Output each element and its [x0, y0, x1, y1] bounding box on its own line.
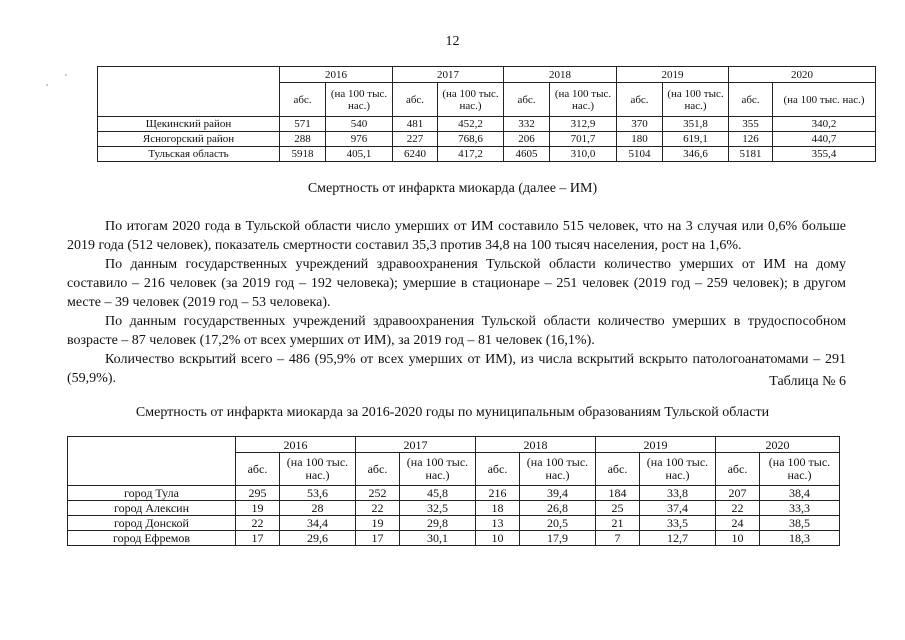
- value-cell: 6240: [393, 147, 438, 162]
- body-text: [67, 217, 846, 388]
- paragraph: По итогам 2020 года в Тульской области число умерших от ИМ составило 515 человек, что на 3 случая или 0,6% больше 2019 года (512 человек), показатель смертности составил 35,3 против 34,8 на 100 тысяч населения, рост на 1,6%.: [67, 219, 846, 253]
- rate-header: (на 100 тыс. нас.): [400, 453, 476, 486]
- value-cell: 701,7: [550, 132, 617, 147]
- table-row: [68, 486, 840, 501]
- table-row: [98, 147, 876, 162]
- value-cell: 18,3: [760, 531, 840, 546]
- value-cell: 38,4: [760, 486, 840, 501]
- year-header: 2017: [393, 67, 504, 83]
- value-cell: 346,6: [663, 147, 729, 162]
- year-header: 2020: [729, 67, 876, 83]
- value-cell: 24: [716, 516, 760, 531]
- value-cell: 440,7: [773, 132, 876, 147]
- value-cell: 351,8: [663, 117, 729, 132]
- paragraph: По данным государственных учреждений здравоохранения Тульской области количество умерших в трудоспособном возрасте – 87 человек (17,2% от всех умерших от ИМ), за 2019 год – 81 человек (16,1%).: [67, 314, 846, 348]
- value-cell: 252: [356, 486, 400, 501]
- value-cell: 29,6: [280, 531, 356, 546]
- value-cell: 38,5: [760, 516, 840, 531]
- value-cell: 571: [280, 117, 326, 132]
- rate-header: (на 100 тыс. нас.): [438, 83, 504, 117]
- value-cell: 5181: [729, 147, 773, 162]
- region-name-cell: Ясногорский район: [98, 132, 280, 147]
- scan-speck: [65, 74, 67, 76]
- value-cell: 619,1: [663, 132, 729, 147]
- value-cell: 976: [326, 132, 393, 147]
- page-number: 12: [445, 34, 460, 49]
- abs-header: абс.: [236, 453, 280, 486]
- table-row: [68, 516, 840, 531]
- value-cell: 19: [356, 516, 400, 531]
- abs-header: абс.: [617, 83, 663, 117]
- value-cell: 20,5: [520, 516, 596, 531]
- abs-header: абс.: [280, 83, 326, 117]
- value-cell: 34,4: [280, 516, 356, 531]
- value-cell: 452,2: [438, 117, 504, 132]
- year-header: 2017: [356, 437, 476, 453]
- year-header: 2019: [596, 437, 716, 453]
- value-cell: 10: [476, 531, 520, 546]
- value-cell: 180: [617, 132, 663, 147]
- value-cell: 417,2: [438, 147, 504, 162]
- region-name-cell: город Алексин: [68, 501, 236, 516]
- value-cell: 22: [716, 501, 760, 516]
- value-cell: 17: [236, 531, 280, 546]
- value-cell: 768,6: [438, 132, 504, 147]
- table-row: [98, 132, 876, 147]
- value-cell: 370: [617, 117, 663, 132]
- year-header: 2018: [504, 67, 617, 83]
- value-cell: 28: [280, 501, 356, 516]
- table-row: [68, 531, 840, 546]
- abs-header: абс.: [716, 453, 760, 486]
- rate-header: (на 100 тыс. нас.): [773, 83, 876, 117]
- value-cell: 17,9: [520, 531, 596, 546]
- value-cell: 18: [476, 501, 520, 516]
- mortality-table-top: [97, 66, 876, 162]
- table-number: Таблица № 6: [769, 374, 846, 389]
- value-cell: 126: [729, 132, 773, 147]
- value-cell: 30,1: [400, 531, 476, 546]
- rate-header: (на 100 тыс. нас.): [663, 83, 729, 117]
- value-cell: 53,6: [280, 486, 356, 501]
- year-header: 2016: [236, 437, 356, 453]
- value-cell: 207: [716, 486, 760, 501]
- value-cell: 405,1: [326, 147, 393, 162]
- abs-header: абс.: [393, 83, 438, 117]
- abs-header: абс.: [729, 83, 773, 117]
- year-header: 2018: [476, 437, 596, 453]
- value-cell: 206: [504, 132, 550, 147]
- region-name-cell: город Тула: [68, 486, 236, 501]
- paragraph: Количество вскрытий всего – 486 (95,9% от всех умерших от ИМ), из числа вскрытий вскрыто патологоанатомами – 291 (59,9%).: [67, 352, 846, 386]
- table-title: Смертность от инфаркта миокарда за 2016-2020 годы по муниципальным образованиям Тульской области: [135, 405, 770, 420]
- year-header: 2020: [716, 437, 840, 453]
- header-row-years: [68, 437, 840, 453]
- abs-header: абс.: [356, 453, 400, 486]
- region-name-cell: Тульская область: [98, 147, 280, 162]
- value-cell: 29,8: [400, 516, 476, 531]
- value-cell: 17: [356, 531, 400, 546]
- value-cell: 310,0: [550, 147, 617, 162]
- year-header: 2019: [617, 67, 729, 83]
- rate-header: (на 100 тыс. нас.): [326, 83, 393, 117]
- abs-header: абс.: [476, 453, 520, 486]
- value-cell: 25: [596, 501, 640, 516]
- value-cell: 37,4: [640, 501, 716, 516]
- value-cell: 12,7: [640, 531, 716, 546]
- value-cell: 45,8: [400, 486, 476, 501]
- paragraph: По данным государственных учреждений здравоохранения Тульской области количество умерших от ИМ на дому составило – 216 человек (за 2019 год – 192 человека); умершие в стационаре – 251 человек (2019 год – 259 человек); в другом месте – 39 человек (2019 год – 53 человека).: [67, 257, 846, 310]
- table-bottom-body: [68, 437, 840, 546]
- value-cell: 355,4: [773, 147, 876, 162]
- value-cell: 355: [729, 117, 773, 132]
- value-cell: 33,8: [640, 486, 716, 501]
- value-cell: 7: [596, 531, 640, 546]
- rate-header: (на 100 тыс. нас.): [760, 453, 840, 486]
- abs-header: абс.: [596, 453, 640, 486]
- value-cell: 22: [236, 516, 280, 531]
- value-cell: 288: [280, 132, 326, 147]
- value-cell: 26,8: [520, 501, 596, 516]
- header-row-years: [98, 67, 876, 83]
- value-cell: 227: [393, 132, 438, 147]
- value-cell: 312,9: [550, 117, 617, 132]
- value-cell: 540: [326, 117, 393, 132]
- table-row: [98, 117, 876, 132]
- year-header: 2016: [280, 67, 393, 83]
- region-name-cell: город Ефремов: [68, 531, 236, 546]
- region-name-cell: город Донской: [68, 516, 236, 531]
- value-cell: 340,2: [773, 117, 876, 132]
- value-cell: 184: [596, 486, 640, 501]
- header-corner-cell: [98, 67, 280, 117]
- value-cell: 22: [356, 501, 400, 516]
- value-cell: 13: [476, 516, 520, 531]
- value-cell: 21: [596, 516, 640, 531]
- value-cell: 19: [236, 501, 280, 516]
- value-cell: 32,5: [400, 501, 476, 516]
- value-cell: 5918: [280, 147, 326, 162]
- rate-header: (на 100 тыс. нас.): [550, 83, 617, 117]
- rate-header: (на 100 тыс. нас.): [280, 453, 356, 486]
- value-cell: 39,4: [520, 486, 596, 501]
- rate-header: (на 100 тыс. нас.): [640, 453, 716, 486]
- value-cell: 4605: [504, 147, 550, 162]
- value-cell: 5104: [617, 147, 663, 162]
- value-cell: 295: [236, 486, 280, 501]
- rate-header: (на 100 тыс. нас.): [520, 453, 596, 486]
- region-name-cell: Щекинский район: [98, 117, 280, 132]
- abs-header: абс.: [504, 83, 550, 117]
- header-corner-cell: [68, 437, 236, 486]
- table-row: [68, 501, 840, 516]
- mortality-table-bottom: [67, 436, 840, 546]
- value-cell: 10: [716, 531, 760, 546]
- section-title: Смертность от инфаркта миокарда (далее – ИМ): [307, 181, 598, 196]
- value-cell: 332: [504, 117, 550, 132]
- scan-speck: [46, 84, 48, 86]
- value-cell: 481: [393, 117, 438, 132]
- value-cell: 33,3: [760, 501, 840, 516]
- value-cell: 216: [476, 486, 520, 501]
- value-cell: 33,5: [640, 516, 716, 531]
- table-top-body: [98, 67, 876, 162]
